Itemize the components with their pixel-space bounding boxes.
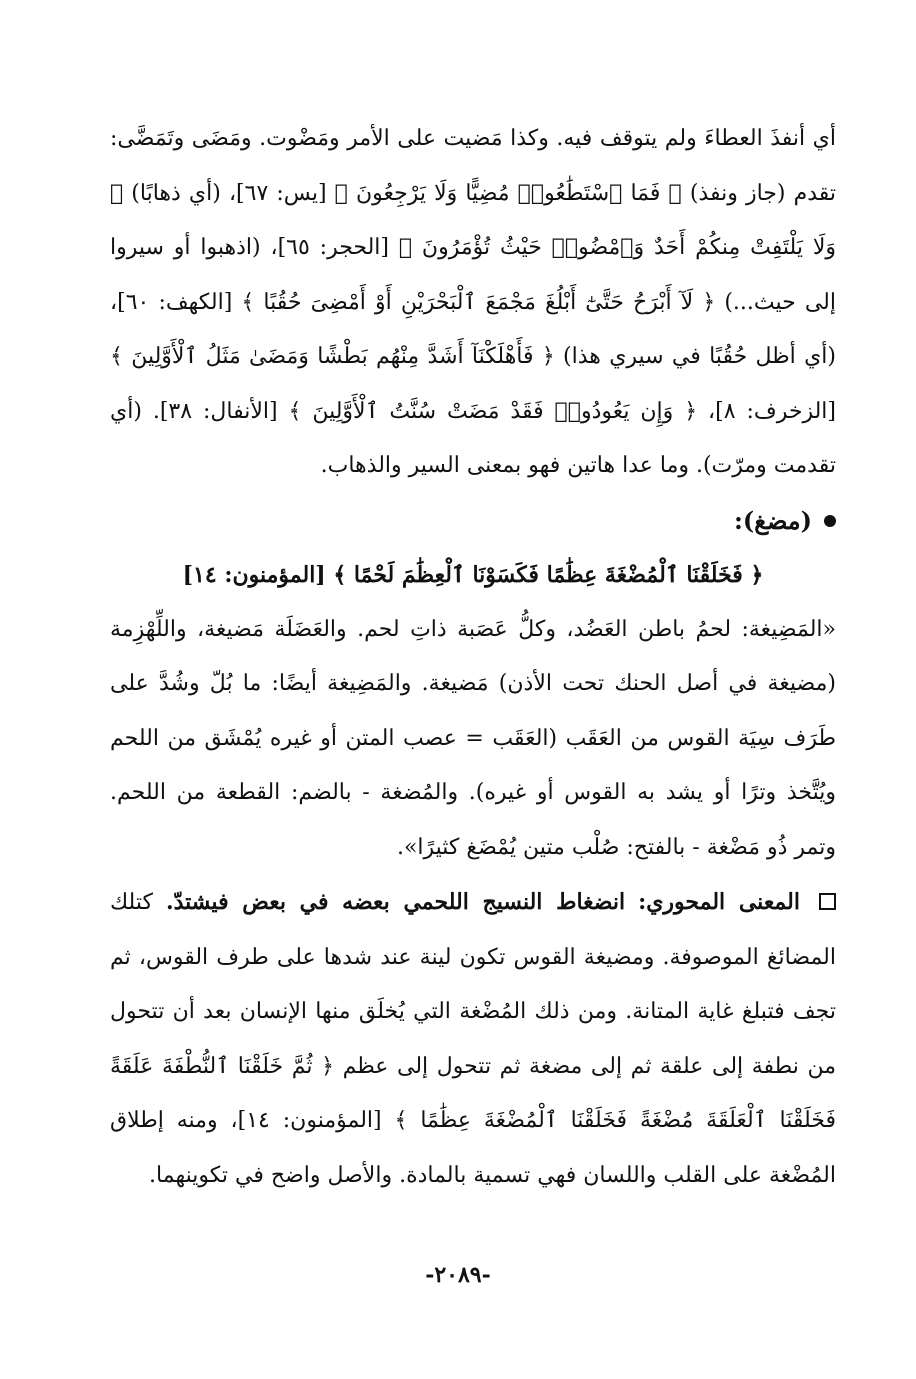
quran-verse: ﴿ فَخَلَقْنَا ٱلْمُضْغَةَ عِظَٰمًا فَكَسَوْنَا ٱلْعِظَٰمَ لَحْمًا ﴾ [المؤمنون: ١٤] (182, 562, 764, 588)
explanation-text: كتلك المضائغ الموصوفة. ومضيغة القوس تكون لينة عند شدها على طرف القوس، ثم تجف فتبلغ غاية المتانة. ومن ذلك المُضْغة التي يُخلَق منها الإنسان بعد أن تتحول من نطفة إلى علقة ثم إلى مضغة ثم تتحول إلى عظم ﴿ ثُمَّ خَلَقْنَا ٱلنُّطْفَةَ عَلَقَةً فَخَلَقْنَا ٱلْعَلَقَةَ مُضْغَةً فَخَلَقْنَا ٱلْمُضْغَةَ عِظَٰمًا ﴾ [المؤمنون: ١٤]، ومنه إطلاق المُضْغة على القلب واللسان فهي تسمية بالمادة. والأصل واضح في تكوينهما. (110, 890, 836, 1188)
section-heading-text: (مضغ): (733, 505, 812, 535)
definition-paragraph: «المَضِيغة: لحمُ باطن العَضُد، وكلُّ عَصَبة ذاتِ لحم. والعَضَلَة مَضيغة، واللِّهْزِمة (مضيغة في أصل الحنك تحت الأذن) مَضيغة. والمَضِيغة أيضًا: ما بُلّ وشُدَّ على طَرَف سِيَة القوس من العَقَب (العَقَب = عصب المتن أو غيره يُمْشَق من اللحم ويُتَّخذ وترًا أو يشد به القوس أو غيره). والمُضغة - بالضم: القطعة من اللحم. وتمر ذُو مَضْغة - بالفتح: صُلْب متين يُمْضَغ كثيرًا». (110, 616, 836, 860)
square-box-icon (819, 893, 836, 910)
paragraph-madaa: أي أنفذَ العطاءَ ولم يتوقف فيه. وكذا مَضيت على الأمر ومَضْوت. ومَضَى وتَمَضَّى: تقدم (جاز ونفذ) ﴿ فَمَا ٱسْتَطَٰعُوا۟ مُضِيًّا وَلَا يَرْجِعُونَ ﴾ [يس: ٦٧]، (أي ذهابًا) ﴿ وَلَا يَلْتَفِتْ مِنكُمْ أَحَدٌ وَٱمْضُوا۟ حَيْثُ تُؤْمَرُونَ ﴾ [الحجر: ٦٥]، (اذهبوا أو سيروا إلى حيث...) ﴿ لَآ أَبْرَحُ حَتَّىٰٓ أَبْلُغَ مَجْمَعَ ٱلْبَحْرَيْنِ أَوْ أَمْضِىَ حُقُبًا ﴾ [الكهف: ٦٠]، (أي أظل حُقُبًا في سيري هذا) ﴿ فَأَهْلَكْنَآ أَشَدَّ مِنْهُم بَطْشًا وَمَضَىٰ مَثَلُ ٱلْأَوَّلِينَ ﴾ [الزخرف: ٨]، ﴿ وَإِن يَعُودُوا۟ فَقَدْ مَضَتْ سُنَّتُ ٱلْأَوَّلِينَ ﴾ [الأنفال: ٣٨]. (أي تقدمت ومرّت). وما عدا هاتين فهو بمعنى السير والذهاب. (110, 126, 836, 478)
meaning-paragraph (110, 875, 836, 1203)
page-number: -٢٠٨٩- (425, 1262, 491, 1288)
meaning-text: انضغاط النسيج اللحمي بعضه في بعض فيشتدّ. (165, 889, 626, 915)
bullet-dot-icon (824, 515, 836, 527)
meaning-label: المعنى المحوري: (638, 889, 800, 915)
page-content (110, 112, 836, 1203)
section-heading (110, 494, 836, 549)
